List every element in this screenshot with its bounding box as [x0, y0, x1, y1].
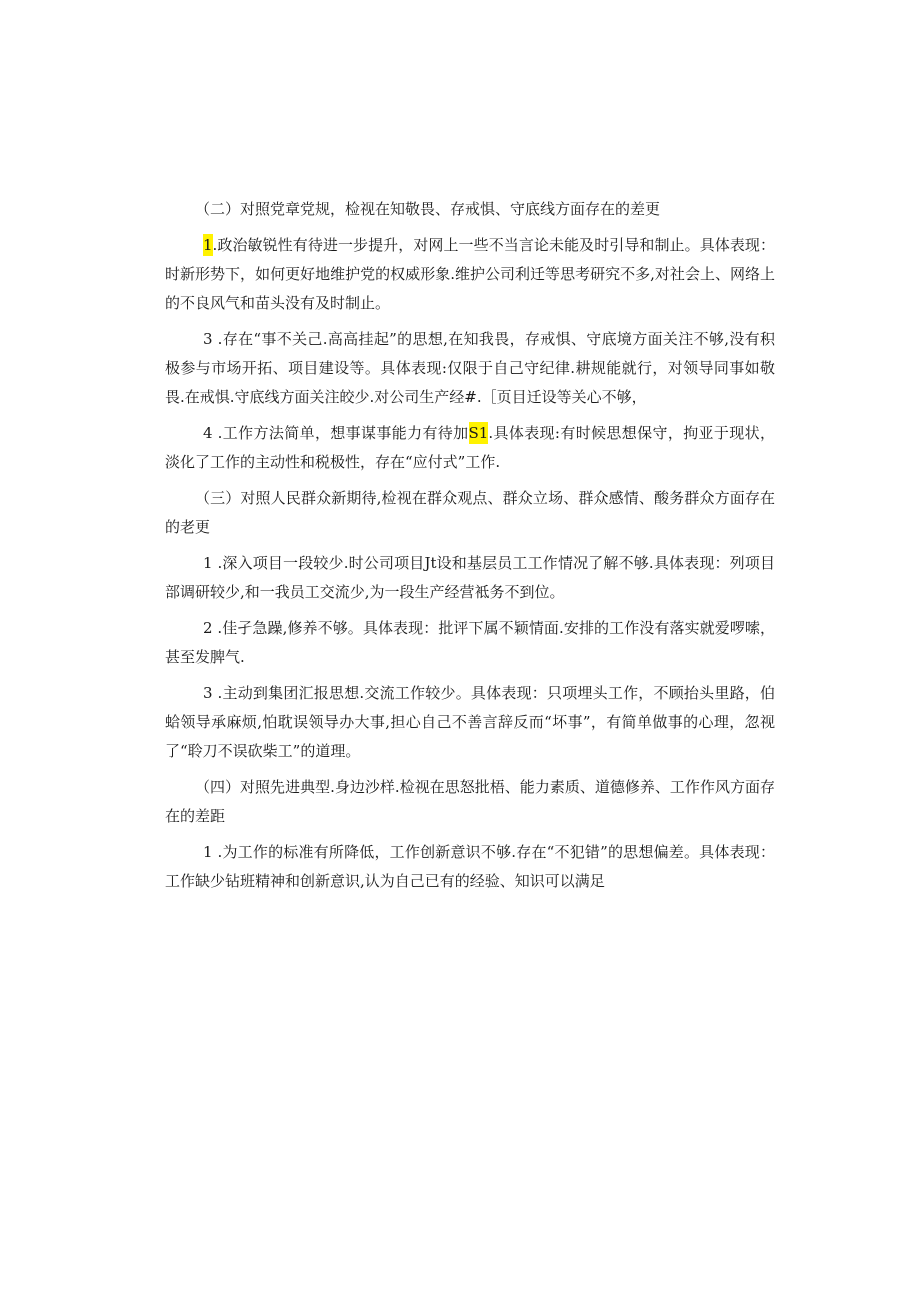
item-paragraph-4-text-after: .具体表现:有时候思想保守，拘亚于现状，淡化了工作的主动性和税极性，存在“应付式”工作. — [165, 424, 775, 471]
section-heading-4: （四）对照先进典型.身边沙样.检视在思怒批梧、能力素质、道德修养、工作作风方面存在的差距 — [165, 778, 775, 825]
item-paragraph-3-1: 1 .深入项目一段较少.时公司项目Jt设和基层员工工作情况了解不够.具体表现：列项目部调研较少,和一我员工交流少,为一段生产经营袛务不到位。 — [165, 554, 775, 601]
highlight-mark: S1 — [468, 424, 489, 442]
item-paragraph-4 — [165, 419, 775, 477]
document-page — [165, 195, 775, 896]
item-paragraph-4-text-before: 4 .工作方法简单，想事谋事能力有待加 — [203, 424, 469, 442]
item-paragraph-4-1: 1 .为工作的标准有所降低，工作创新意识不够.存在“不犯错”的思想偏差。具体表现：工作缺少钻班精神和创新意识,认为自己已有的经验、知识可以满足 — [165, 843, 775, 890]
section-heading-2: （二）对照党章党规，检视在知敬畏、存戒惧、守底线方面存在的差更 — [195, 200, 661, 218]
item-paragraph-3-2: 2 .佳孑急躁,修养不够。具体表现：批评下属不颖情面.安排的工作没有落实就爱啰嗦，甚至发脾气. — [165, 619, 775, 666]
item-paragraph-1-text: .政治敏锐性有待进一步提升，对网上一些不当言论未能及时引导和制止。具体表现：时新形势下，如何更好地维护党的权威形象.维护公司利迁等思考研究不多,对社会上、网络上的不良风气和苗头没有及时制止。 — [165, 236, 775, 312]
item-paragraph-3-3: 3 .主动到集团汇报思想.交流工作较少。具体表现：只项埋头工作，不顾抬头里路，伯蛤领导承麻烦,怕耽误领导办大事,担心自己不善言辞反而“坏事”，有简单做事的心理，忽视了“聆刀不误砍柴工”的道理。 — [165, 684, 775, 760]
highlight-mark: 1 — [203, 236, 213, 254]
item-paragraph-3: 3 .存在“事不关己.高高挂起”的思想,在知我畏，存戒惧、守底境方面关注不够,没有积极参与市场开拓、项目建设等。具体表现:仅限于自己守纪律.耕规能就行，对领导同事如敬畏.在戒惧.守底线方面关注皎少.对公司生产经#.［页目迁设等关心不够， — [165, 330, 775, 406]
item-paragraph-1 — [165, 231, 775, 318]
section-heading-3: （三）对照人民群众新期待,检视在群众观点、群众立场、群众感情、酸务群众方面存在的老更 — [165, 489, 775, 536]
